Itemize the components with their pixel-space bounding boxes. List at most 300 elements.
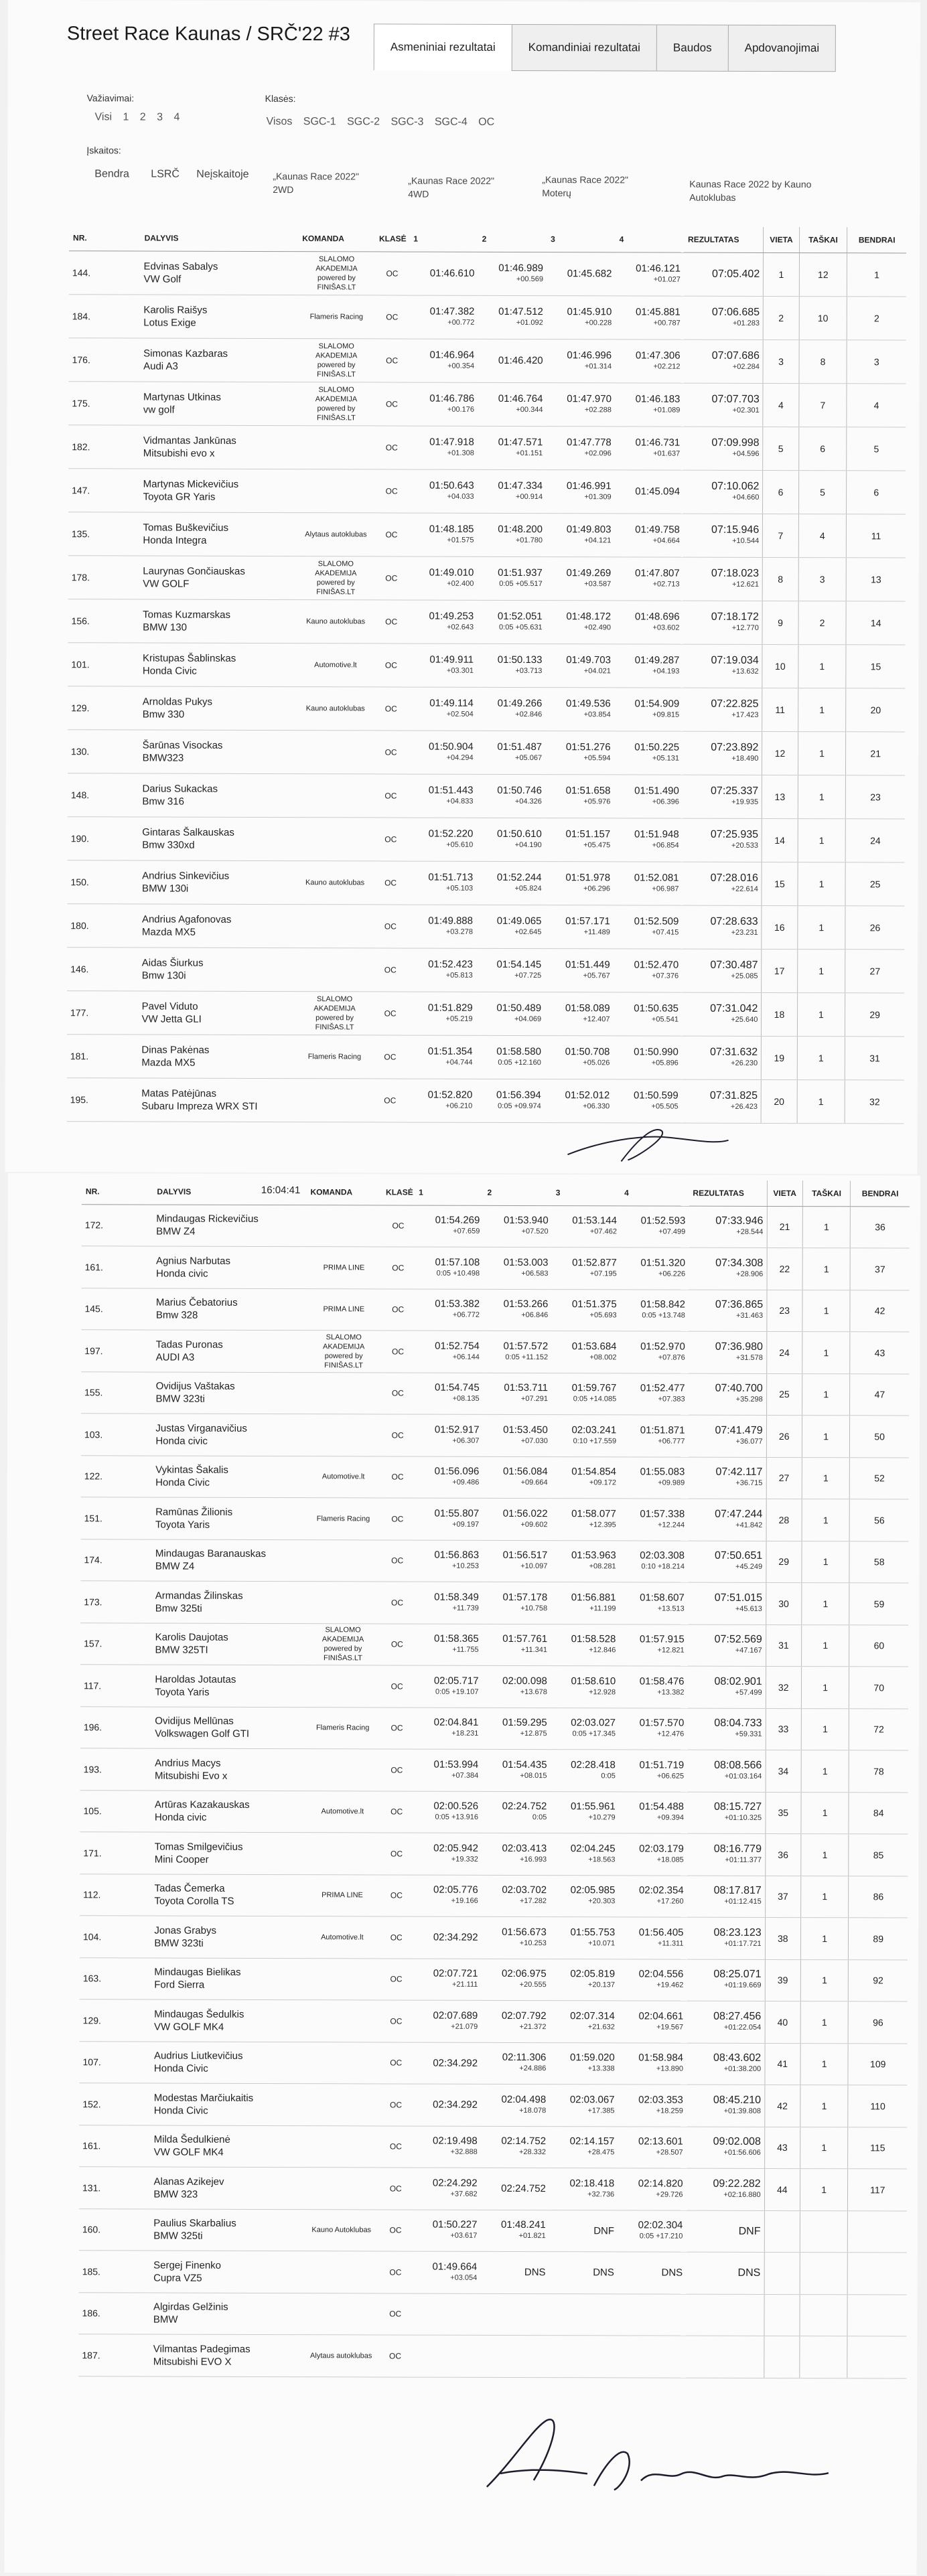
column-header[interactable]: NR. bbox=[82, 1179, 153, 1204]
lap-1-time: 01:49.114 bbox=[429, 697, 474, 709]
position: 41 bbox=[765, 2043, 800, 2085]
table-row[interactable] bbox=[68, 555, 906, 601]
lap-1-time: 02:04.841 bbox=[433, 1716, 479, 1729]
position bbox=[764, 2336, 799, 2378]
position: 25 bbox=[766, 1373, 802, 1416]
lap-2-time: 01:57.572 bbox=[503, 1340, 549, 1352]
position: 9 bbox=[762, 601, 798, 644]
points bbox=[800, 2210, 848, 2253]
results-sheet-page-1 bbox=[5, 0, 920, 1175]
lap-3-gap: +02.490 bbox=[583, 623, 612, 631]
lap-2-time: 01:50.746 bbox=[497, 784, 542, 796]
team-name bbox=[297, 773, 374, 817]
column-header[interactable]: VIETA bbox=[764, 227, 799, 252]
overall: 26 bbox=[845, 905, 904, 949]
lap-4-time: 01:52.970 bbox=[640, 1341, 685, 1353]
overall: 115 bbox=[848, 2127, 907, 2169]
lap-4-gap: 0:10 +18.214 bbox=[641, 1562, 685, 1571]
driver-cell bbox=[151, 1748, 305, 1791]
lap-2-cell bbox=[481, 1916, 549, 1959]
driver-cell bbox=[140, 425, 298, 469]
column-header[interactable]: DALYVIS bbox=[153, 1179, 306, 1205]
column-header[interactable]: 2 bbox=[478, 226, 547, 252]
column-header[interactable]: 4 bbox=[620, 1180, 689, 1205]
car-model: Honda Civic bbox=[153, 2105, 208, 2117]
table-row[interactable] bbox=[80, 1832, 908, 1876]
column-header[interactable]: KOMANDA bbox=[298, 226, 375, 251]
result-gap: +02.284 bbox=[732, 362, 760, 371]
entry-number: 180. bbox=[67, 903, 139, 947]
lap-3-time: 02:05.819 bbox=[570, 1968, 616, 1980]
lap-4-gap: +01.027 bbox=[653, 275, 681, 284]
lap-1-time: 01:51.354 bbox=[427, 1045, 473, 1057]
tab-team-results[interactable]: Komandiniai rezultatai bbox=[512, 24, 656, 72]
lap-3-gap: +03.587 bbox=[584, 579, 612, 588]
result-gap: +45.613 bbox=[735, 1604, 762, 1613]
lap-4-time: 02:03.353 bbox=[638, 2094, 683, 2106]
entry-number: 187. bbox=[78, 2334, 150, 2376]
lap-4-gap: +28.507 bbox=[656, 2148, 683, 2157]
table-row[interactable] bbox=[80, 1916, 908, 1960]
column-header[interactable]: 1 bbox=[415, 1180, 483, 1205]
table-row[interactable] bbox=[80, 1706, 908, 1750]
lap-1-time: 01:56.863 bbox=[434, 1549, 480, 1562]
club-filter-2wd[interactable]: „Kaunas Race 2022" 2WD bbox=[273, 171, 360, 196]
position: 14 bbox=[762, 818, 797, 862]
car-model: Honda civic bbox=[154, 1811, 207, 1824]
team-name: Flameris Racing bbox=[305, 1707, 380, 1749]
result-time: 07:51.015 bbox=[714, 1592, 763, 1604]
result-gap: +02:16.880 bbox=[723, 2190, 761, 2199]
driver-cell bbox=[151, 1832, 305, 1874]
table-row[interactable] bbox=[68, 599, 905, 644]
entry-number: 145. bbox=[81, 1288, 153, 1330]
driver-cell bbox=[139, 904, 297, 948]
table-row[interactable] bbox=[69, 337, 906, 383]
lap-2-gap: +07.030 bbox=[520, 1436, 548, 1445]
lap-1-gap: +04.033 bbox=[447, 492, 474, 501]
club-filter-women[interactable]: „Kaunas Race 2022" Moterų bbox=[542, 174, 629, 199]
overall: 1 bbox=[847, 252, 906, 296]
lap-3-gap: 0:05 +17.345 bbox=[572, 1730, 616, 1738]
lap-3-cell bbox=[545, 731, 614, 774]
lap-2-cell bbox=[483, 1205, 551, 1247]
overall: 15 bbox=[846, 644, 905, 688]
table-row[interactable] bbox=[67, 990, 904, 1036]
team-name: SLALOMO AKADEMIJA powered by FINIŠAS.LT bbox=[296, 991, 373, 1035]
table-row[interactable] bbox=[80, 1874, 908, 1918]
table-row[interactable] bbox=[68, 381, 906, 427]
team-name: Kauno autoklubas bbox=[297, 860, 374, 904]
lap-4-cell bbox=[620, 1289, 689, 1331]
lap-3-cell bbox=[545, 1079, 614, 1122]
team-name: PRIMA LINE bbox=[306, 1288, 382, 1331]
overall: 52 bbox=[850, 1457, 909, 1499]
table-row[interactable] bbox=[81, 1288, 909, 1332]
column-header[interactable]: 3 bbox=[552, 1180, 620, 1205]
class-value: OC bbox=[379, 2251, 412, 2293]
team-name: Automotive.lt bbox=[305, 1916, 380, 1959]
club-filter-lsrc[interactable]: LSRČ bbox=[151, 168, 180, 180]
lap-1-cell bbox=[413, 1749, 482, 1791]
lap-2-gap: +02.645 bbox=[514, 927, 542, 936]
lap-2-cell bbox=[482, 1833, 550, 1875]
column-header[interactable]: TAŠKAI bbox=[802, 1181, 851, 1206]
entry-number: 151. bbox=[81, 1497, 153, 1539]
lap-3-gap: +10.071 bbox=[588, 1939, 616, 1948]
lap-1-time: 01:46.786 bbox=[429, 392, 475, 404]
lap-2-gap: +24.886 bbox=[519, 2064, 547, 2073]
team-name: PRIMA LINE bbox=[306, 1247, 382, 1289]
lap-3-time: 01:56.881 bbox=[571, 1591, 616, 1604]
table-row[interactable] bbox=[81, 1414, 909, 1458]
overall: 23 bbox=[846, 775, 905, 818]
entry-number: 178. bbox=[68, 555, 140, 599]
lap-2-gap: +01.780 bbox=[515, 536, 543, 544]
table-row[interactable] bbox=[67, 1034, 904, 1079]
table-row[interactable] bbox=[82, 1246, 910, 1290]
lap-1-cell bbox=[412, 2251, 480, 2293]
lap-2-time: 01:48.241 bbox=[501, 2219, 546, 2231]
driver-cell bbox=[140, 251, 298, 295]
points: 12 bbox=[799, 252, 847, 296]
lap-1-time: 01:58.349 bbox=[434, 1591, 479, 1603]
points bbox=[800, 2336, 848, 2378]
lap-4-cell bbox=[620, 1373, 688, 1415]
table-row[interactable] bbox=[69, 250, 906, 296]
club-filter-general[interactable]: Bendra bbox=[94, 168, 129, 180]
class-value: OC bbox=[373, 948, 407, 991]
car-model: Bmw 330xd bbox=[142, 839, 195, 851]
result-cell bbox=[687, 1708, 766, 1750]
points: 1 bbox=[802, 1457, 850, 1499]
lap-1-time: 01:58.365 bbox=[433, 1633, 479, 1645]
table-row[interactable] bbox=[79, 2125, 907, 2169]
lap-1-cell bbox=[407, 1035, 476, 1079]
lap-3-time: 01:45.910 bbox=[567, 305, 612, 317]
driver-cell bbox=[138, 1035, 296, 1079]
table-row[interactable] bbox=[68, 425, 906, 470]
result-time: 07:05.402 bbox=[712, 268, 760, 280]
car-model: vw golf bbox=[143, 404, 175, 416]
lap-1-cell bbox=[409, 382, 478, 426]
table-row[interactable] bbox=[81, 1371, 909, 1416]
lap-3-gap: +03.854 bbox=[583, 710, 611, 718]
table-row[interactable] bbox=[78, 2334, 906, 2378]
tab-penalties[interactable]: Baudos bbox=[656, 25, 728, 72]
table-row[interactable] bbox=[80, 1539, 908, 1583]
table-row[interactable] bbox=[80, 1622, 908, 1667]
lap-3-gap: 0:10 +17.559 bbox=[573, 1436, 617, 1446]
lap-4-gap: +13.513 bbox=[657, 1604, 685, 1613]
points: 1 bbox=[800, 2085, 849, 2127]
class-filter-options[interactable]: Visos SGC-1 SGC-2 SGC-3 SGC-4 OC bbox=[266, 116, 495, 128]
lap-3-time: DNS bbox=[593, 2267, 614, 2279]
overall: 43 bbox=[850, 1332, 909, 1374]
overall: 50 bbox=[850, 1416, 909, 1458]
table-row[interactable] bbox=[68, 512, 906, 557]
lap-2-gap: +09.664 bbox=[520, 1479, 548, 1487]
tab-awards[interactable]: Apdovanojimai bbox=[728, 25, 837, 72]
table-row[interactable] bbox=[67, 1077, 904, 1123]
lap-2-time: 02:24.752 bbox=[501, 2183, 546, 2195]
lap-3-cell bbox=[551, 1289, 620, 1331]
table-row[interactable] bbox=[68, 468, 906, 514]
lap-4-time: 01:49.758 bbox=[635, 523, 680, 536]
lap-4-gap: +05.896 bbox=[651, 1059, 679, 1067]
position: 42 bbox=[764, 2085, 800, 2127]
position bbox=[764, 2294, 800, 2336]
result-gap: +47.167 bbox=[735, 1647, 762, 1655]
class-value: OC bbox=[373, 904, 407, 948]
result-gap: +01:22.054 bbox=[723, 2023, 762, 2032]
lap-1-cell bbox=[413, 2042, 481, 2085]
result-time: 07:52.569 bbox=[714, 1634, 762, 1646]
position: 34 bbox=[766, 1750, 801, 1792]
table-row[interactable] bbox=[80, 1748, 908, 1793]
lap-2-time: 01:46.989 bbox=[498, 262, 544, 274]
column-header[interactable]: 2 bbox=[483, 1180, 551, 1205]
overall: 84 bbox=[849, 1792, 908, 1834]
lap-1-cell bbox=[408, 643, 477, 687]
column-header[interactable]: REZULTATAS bbox=[684, 227, 764, 252]
lap-4-gap: +06.625 bbox=[657, 1772, 685, 1781]
table-row[interactable] bbox=[69, 294, 906, 339]
column-header[interactable]: REZULTATAS bbox=[689, 1181, 767, 1206]
position: 18 bbox=[762, 992, 797, 1036]
table-row[interactable] bbox=[79, 2208, 907, 2253]
lap-2-time: 01:57.178 bbox=[502, 1591, 548, 1603]
table-row[interactable] bbox=[82, 1204, 910, 1248]
class-value: OC bbox=[374, 773, 408, 817]
table-row[interactable] bbox=[79, 2167, 907, 2211]
lap-4-gap: +12.821 bbox=[657, 1646, 685, 1655]
lap-2-gap: +10.758 bbox=[520, 1604, 548, 1612]
lap-3-gap: +20.303 bbox=[588, 1897, 616, 1906]
table-row[interactable] bbox=[80, 1790, 908, 1834]
driver-name: Marius Čebatorius bbox=[155, 1296, 238, 1309]
result-cell bbox=[683, 688, 762, 731]
lap-4-time: 01:55.083 bbox=[640, 1466, 685, 1478]
result-cell bbox=[688, 1541, 766, 1583]
driver-cell bbox=[139, 730, 297, 774]
column-header[interactable]: 3 bbox=[547, 226, 616, 252]
result-gap: +01:03.164 bbox=[724, 1772, 762, 1781]
lap-3-time: 01:51.449 bbox=[565, 958, 610, 970]
table-row[interactable] bbox=[67, 947, 904, 992]
lap-1-time: 01:50.227 bbox=[432, 2218, 478, 2231]
lap-4-gap: +19.567 bbox=[656, 2023, 684, 2032]
class-value: OC bbox=[380, 1791, 413, 1833]
table-row[interactable] bbox=[81, 1455, 909, 1499]
lap-3-gap: +10.279 bbox=[588, 1813, 616, 1822]
stage-filter-options[interactable]: Visi 1 2 3 4 bbox=[94, 111, 180, 123]
column-header[interactable]: BENDRAI bbox=[851, 1181, 910, 1206]
club-filter-kauno-autoklubas[interactable]: Kaunas Race 2022 by Kauno Autoklubas bbox=[689, 178, 812, 203]
table-row[interactable] bbox=[80, 1665, 908, 1709]
entry-number: 184. bbox=[69, 294, 141, 337]
team-name bbox=[304, 2042, 380, 2084]
entry-number: 174. bbox=[80, 1539, 152, 1581]
team-name: SLALOMO AKADEMIJA powered by FINIŠAS.LT bbox=[306, 1331, 382, 1373]
table-row[interactable] bbox=[79, 2083, 907, 2127]
lap-1-time: 02:24.292 bbox=[432, 2177, 478, 2189]
team-name: SLALOMO AKADEMIJA powered by FINIŠAS.LT bbox=[298, 251, 375, 295]
column-header[interactable]: KOMANDA bbox=[306, 1179, 382, 1205]
lap-4-cell bbox=[614, 731, 683, 774]
lap-3-cell bbox=[551, 1708, 619, 1750]
lap-3-gap: +12.407 bbox=[583, 1014, 610, 1023]
table-row[interactable] bbox=[79, 2041, 907, 2085]
driver-name: Edvinas Sabalys bbox=[143, 260, 218, 273]
column-header[interactable]: TAŠKAI bbox=[799, 227, 847, 252]
overall: 29 bbox=[845, 992, 904, 1036]
lap-3-time: 02:03.067 bbox=[569, 2093, 615, 2106]
lap-1-gap: +11.755 bbox=[452, 1645, 479, 1655]
lap-1-cell bbox=[414, 1373, 482, 1415]
entry-number: 107. bbox=[79, 2041, 151, 2083]
points: 1 bbox=[802, 1248, 851, 1290]
driver-name: Tomas Buškevičius bbox=[143, 522, 229, 534]
result-time: 08:17.817 bbox=[713, 1885, 762, 1897]
column-header[interactable]: BENDRAI bbox=[847, 227, 906, 252]
table-row[interactable] bbox=[68, 729, 905, 775]
team-name bbox=[304, 1958, 380, 2000]
table-row[interactable] bbox=[79, 2251, 907, 2295]
column-header[interactable]: VIETA bbox=[767, 1181, 802, 1206]
lap-3-cell bbox=[551, 1373, 620, 1415]
lap-2-time: 02:04.498 bbox=[501, 2093, 547, 2105]
entry-number: 104. bbox=[80, 1916, 151, 1958]
table-header-row bbox=[69, 225, 906, 252]
lap-3-gap: +28.475 bbox=[587, 2148, 615, 2157]
lap-3-time: 01:46.991 bbox=[566, 479, 612, 491]
result-cell bbox=[686, 2336, 764, 2378]
lap-4-cell bbox=[618, 1833, 687, 1876]
table-row[interactable] bbox=[68, 773, 905, 818]
lap-4-gap: +00.787 bbox=[653, 319, 681, 327]
table-row[interactable] bbox=[81, 1497, 909, 1541]
lap-1-cell bbox=[408, 687, 477, 731]
lap-3-time: 01:51.157 bbox=[565, 828, 611, 840]
column-header[interactable]: NR. bbox=[69, 225, 141, 250]
club-filter-4wd[interactable]: „Kaunas Race 2022" 4WD bbox=[408, 175, 495, 200]
driver-cell bbox=[151, 1707, 305, 1749]
lap-1-cell bbox=[413, 1708, 482, 1750]
result-time: 07:25.337 bbox=[711, 785, 759, 797]
table-row[interactable] bbox=[68, 642, 905, 688]
driver-name: Tadas Puronas bbox=[155, 1339, 223, 1351]
lap-3-gap: +06.330 bbox=[583, 1102, 610, 1110]
entry-number: 176. bbox=[69, 337, 141, 381]
lap-4-time: DNS bbox=[661, 2267, 683, 2279]
lap-1-gap: +03.054 bbox=[450, 2273, 478, 2282]
column-header[interactable]: DALYVIS bbox=[141, 226, 299, 252]
lap-3-time: 01:51.375 bbox=[571, 1298, 617, 1310]
class-value: OC bbox=[380, 1582, 413, 1624]
lap-1-cell bbox=[412, 2335, 480, 2377]
column-header[interactable]: 1 bbox=[409, 226, 478, 252]
table-header-row bbox=[82, 1179, 910, 1206]
position: 4 bbox=[763, 383, 798, 427]
lap-4-cell bbox=[613, 1035, 682, 1079]
table-row[interactable] bbox=[67, 903, 904, 949]
lap-2-cell bbox=[477, 513, 546, 556]
result-time: 07:06.685 bbox=[711, 306, 760, 318]
lap-3-time: 01:47.778 bbox=[567, 436, 612, 448]
points: 1 bbox=[797, 992, 845, 1036]
lap-4-time: 02:03.179 bbox=[639, 1843, 684, 1855]
position: 24 bbox=[766, 1331, 802, 1373]
car-model: Honda civic bbox=[155, 1268, 208, 1280]
result-gap: +35.298 bbox=[735, 1395, 763, 1404]
table-row[interactable] bbox=[80, 1581, 908, 1625]
result-gap: +12.621 bbox=[731, 580, 760, 589]
table-row[interactable] bbox=[78, 2292, 906, 2336]
column-header[interactable]: KLASĖ bbox=[375, 226, 409, 251]
lap-2-gap: +17.282 bbox=[519, 1897, 547, 1906]
result-cell bbox=[683, 731, 762, 775]
lap-3-cell bbox=[545, 948, 614, 992]
lap-1-time: 01:52.423 bbox=[428, 958, 473, 970]
column-header[interactable]: KLASĖ bbox=[382, 1179, 415, 1205]
table-row[interactable] bbox=[80, 1957, 908, 2001]
lap-2-gap: +00.914 bbox=[516, 492, 543, 501]
lap-4-gap: +04.193 bbox=[652, 667, 680, 676]
driver-cell bbox=[151, 1623, 305, 1665]
lap-2-time: DNS bbox=[524, 2267, 546, 2279]
lap-3-gap: +02.288 bbox=[584, 405, 612, 414]
table-row[interactable] bbox=[81, 1330, 909, 1374]
lap-1-cell bbox=[409, 252, 478, 295]
driver-cell bbox=[151, 2083, 304, 2125]
lap-1-cell bbox=[413, 1791, 482, 1833]
lap-1-gap: +02.643 bbox=[447, 623, 474, 631]
lap-4-gap: +12.476 bbox=[657, 1730, 685, 1738]
driver-name: Kristupas Šablinskas bbox=[142, 652, 236, 664]
lap-4-gap: +11.311 bbox=[658, 1939, 684, 1948]
lap-2-time: 01:50.489 bbox=[496, 1002, 542, 1014]
position: 44 bbox=[764, 2168, 800, 2210]
table-row[interactable] bbox=[68, 816, 905, 862]
class-value: OC bbox=[381, 1331, 414, 1373]
result-cell bbox=[687, 1833, 766, 1876]
lap-2-cell bbox=[480, 2335, 549, 2377]
entry-number: 146. bbox=[67, 947, 139, 990]
team-name: Kauno autoklubas bbox=[297, 686, 374, 730]
lap-2-time: 01:49.065 bbox=[496, 915, 542, 927]
club-filter-not-counted[interactable]: Neįskaitoje bbox=[196, 168, 249, 180]
car-model: VW Jetta GLI bbox=[141, 1013, 202, 1025]
lap-2-gap: +10.097 bbox=[520, 1562, 548, 1571]
table-row[interactable] bbox=[67, 860, 904, 905]
result-gap: +41.842 bbox=[735, 1521, 763, 1529]
lap-2-time: 01:48.200 bbox=[498, 523, 543, 535]
lap-1-cell bbox=[412, 2210, 480, 2252]
tab-individual-results[interactable]: Asmeniniai rezultatai bbox=[374, 23, 512, 71]
overall: 2 bbox=[847, 296, 906, 339]
lap-3-gap: +21.632 bbox=[587, 2023, 615, 2032]
table-row[interactable] bbox=[68, 686, 905, 731]
table-row[interactable] bbox=[80, 1999, 908, 2044]
lap-2-time: 01:49.266 bbox=[497, 697, 543, 709]
lap-1-time: 01:47.382 bbox=[429, 305, 475, 317]
lap-3-cell bbox=[545, 774, 614, 818]
results-table-page-2 bbox=[78, 1179, 910, 2378]
column-header[interactable]: 4 bbox=[616, 226, 685, 252]
points: 1 bbox=[801, 1792, 849, 1834]
lap-2-cell bbox=[476, 861, 545, 905]
